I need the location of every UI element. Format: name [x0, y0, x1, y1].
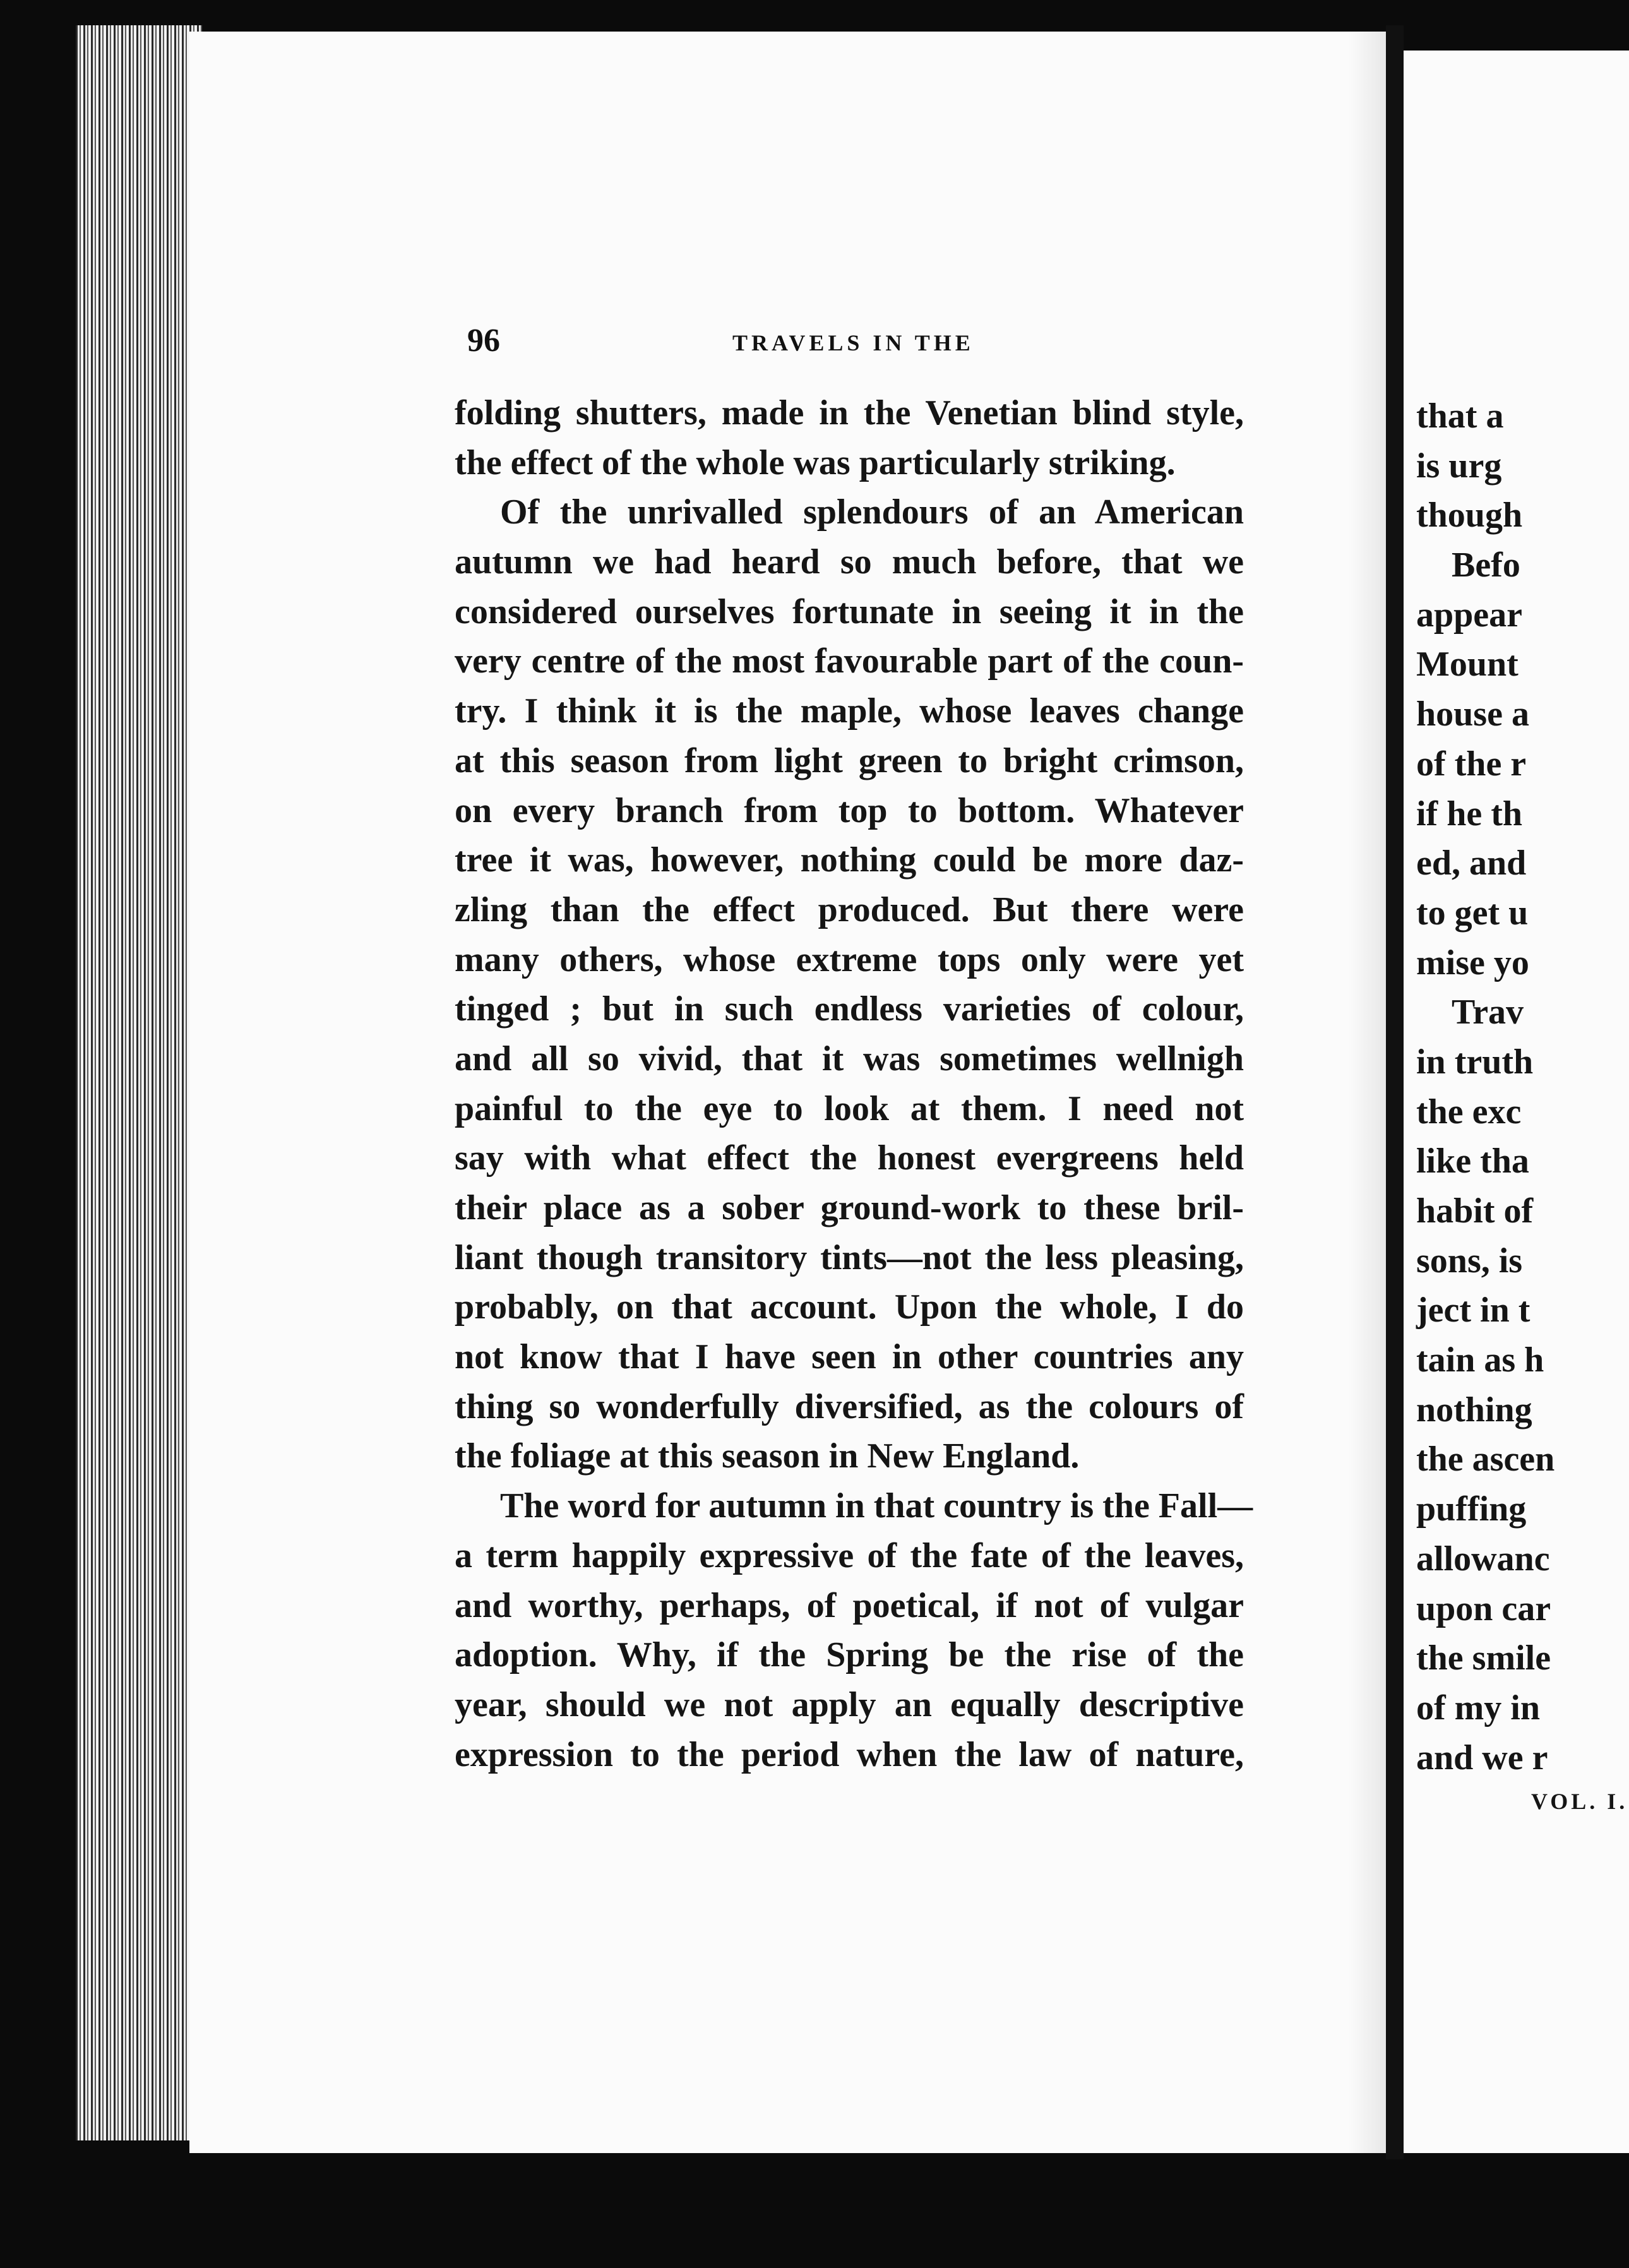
text-line: many others, whose extreme tops only were yet: [455, 940, 1244, 979]
text-line: Of the unrivalled splendours of an American: [500, 492, 1244, 532]
text-line: liant though transitory tints—not the less pleasing,: [455, 1238, 1244, 1277]
text-line: the foliage at this season in New England.: [455, 1436, 1080, 1476]
right-line: is urg: [1416, 446, 1502, 486]
right-line: if he th: [1416, 794, 1522, 833]
text-line: folding shutters, made in the Venetian blind style,: [455, 393, 1244, 433]
right-line: ject in t: [1416, 1291, 1531, 1330]
text-line: the effect of the whole was particularly striking.: [455, 443, 1176, 482]
text-line: adoption. Why, if the Spring be the rise of the: [455, 1635, 1244, 1675]
right-line: the ascen: [1416, 1440, 1555, 1479]
text-line: The word for autumn in that country is the Fall—: [500, 1486, 1253, 1526]
right-line: though: [1416, 496, 1523, 535]
right-line: of my in: [1416, 1688, 1540, 1728]
right-line: house a: [1416, 695, 1529, 734]
text-line: tree it was, however, nothing could be more daz-: [455, 840, 1244, 880]
text-line: very centre of the most favourable part of the coun-: [455, 642, 1244, 681]
text-line: painful to the eye to look at them. I need not: [455, 1089, 1244, 1128]
text-line: autumn we had heard so much before, that we: [455, 542, 1244, 582]
running-head-title: TRAVELS IN THE: [732, 330, 974, 355]
right-line: Befo: [1452, 546, 1520, 585]
page-shadow: [1348, 32, 1386, 2153]
text-line: on every branch from top to bottom. Whatever: [455, 791, 1244, 830]
right-line: Trav: [1452, 993, 1524, 1032]
right-page-text: [1416, 391, 1554, 1782]
right-line: ed, and: [1416, 844, 1527, 883]
running-head: [467, 319, 1244, 363]
right-line: and we r: [1416, 1738, 1548, 1777]
text-line: considered ourselves fortunate in seeing it in the: [455, 592, 1244, 631]
right-line: the smile: [1416, 1638, 1551, 1678]
text-line: not know that I have seen in other countries any: [455, 1337, 1244, 1377]
text-line: try. I think it is the maple, whose leaves change: [455, 691, 1244, 731]
text-line: zling than the effect produced. But there were: [455, 890, 1244, 929]
signature-mark: VOL. I.: [1531, 1789, 1628, 1814]
right-line: the exc: [1416, 1092, 1522, 1131]
text-line: and worthy, perhaps, of poetical, if not of vulgar: [455, 1585, 1244, 1625]
right-line: like tha: [1416, 1142, 1529, 1181]
page-edges: [76, 25, 202, 2140]
right-line: puffing: [1416, 1489, 1527, 1529]
book-gutter: [1386, 25, 1404, 2159]
right-line: of the r: [1416, 744, 1527, 784]
right-line: to get u: [1416, 893, 1529, 933]
text-line: year, should we not apply an equally descriptive: [455, 1685, 1244, 1724]
page-number: 96: [467, 323, 500, 359]
body-text: [455, 388, 1253, 1779]
right-line: Mount: [1416, 645, 1519, 684]
text-line: and all so vivid, that it was sometimes wellnigh: [455, 1039, 1244, 1078]
text-line: say with what effect the honest evergreens held: [455, 1138, 1244, 1178]
text-line: their place as a sober ground-work to these bril-: [455, 1188, 1244, 1227]
text-line: a term happily expressive of the fate of the leaves,: [455, 1536, 1244, 1575]
text-line: expression to the period when the law of nature,: [455, 1734, 1244, 1774]
text-line: tinged ; but in such endless varieties of colour,: [455, 989, 1244, 1029]
right-line: tain as h: [1416, 1340, 1544, 1380]
right-line: allowanc: [1416, 1539, 1550, 1579]
text-line: probably, on that account. Upon the whole, I do: [455, 1287, 1244, 1327]
right-line: habit of: [1416, 1191, 1534, 1231]
right-line: that a: [1416, 397, 1504, 436]
right-line: nothing: [1416, 1390, 1532, 1429]
text-line: at this season from light green to bright crimson,: [455, 741, 1244, 780]
right-line: upon car: [1416, 1589, 1551, 1628]
right-page: [1404, 51, 1629, 2153]
right-line: sons, is: [1416, 1241, 1523, 1280]
text-line: thing so wonderfully diversified, as the colours of: [455, 1387, 1244, 1426]
right-line: mise yo: [1416, 943, 1529, 982]
right-line: in truth: [1416, 1042, 1534, 1082]
right-line: appear: [1416, 595, 1522, 635]
